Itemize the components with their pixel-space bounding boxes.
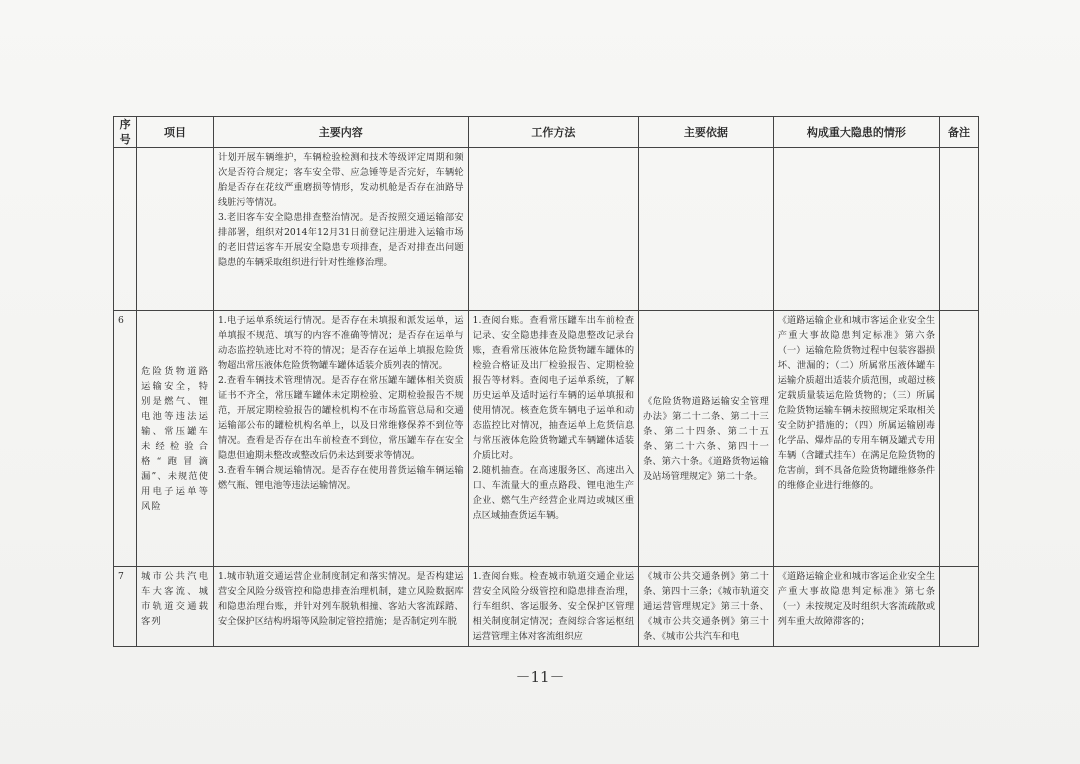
row-basis: 《危险货物道路运输安全管理办法》第二十二条、第二十三条、第二十四条、第二十五条、第二十六条、第四十一条、第六十条。《道路货物运输及站场管理规定》第二十条。 (639, 311, 774, 567)
row-method (468, 148, 638, 311)
table-header-row (114, 117, 979, 148)
row-content: 1.城市轨道交通运营企业制度制定和落实情况。是否构建运营安全风险分级管控和隐患排查治理机制，建立风险数据库和隐患治理台账，并针对列车脱轨相撞、客站大客流踩踏、安全保护区结构坍塌等风险制定管控措施；是否制定列车脱 (213, 567, 468, 647)
header-content: 主要内容 (213, 117, 468, 148)
row-hazard: 《道路运输企业和城市客运企业安全生产重大事故隐患判定标准》第七条（一）未按规定及时组织大客流疏散或列车重大故障滞客的； (773, 567, 939, 647)
row-number (114, 148, 137, 311)
row-item: 危险货物道路运输安全，特别是燃气、锂电池等违法运输、常压罐车未经检验合格“跑冒滴漏”、未规范使用电子运单等风险 (137, 311, 214, 567)
row-basis: 《城市公共交通条例》第二十条、第四十三条；《城市轨道交通运营管理规定》第三十条、《城市公共交通条例》第三十条、《城市公共汽车和电 (639, 567, 774, 647)
row-number: 6 (114, 311, 137, 567)
header-method: 工作方法 (468, 117, 638, 148)
row-hazard (773, 148, 939, 311)
row-basis (639, 148, 774, 311)
row-item (137, 148, 214, 311)
table-row (114, 311, 979, 567)
header-item: 项目 (137, 117, 214, 148)
inspection-table (113, 116, 979, 647)
row-remark (940, 148, 979, 311)
row-item: 城市公共汽电车大客流、城市轨道交通载客列 (137, 567, 214, 647)
row-content: 计划开展车辆维护，车辆检验检测和技术等级评定周期和频次是否符合规定；客车安全带、应急锤等是否完好，车辆轮胎是否存在花纹严重磨损等情形，发动机舱是否存在油路导线脏污等情况。 3.老旧客车安全隐患排查整治情况。是否按照交通运输部安排部署，组织对2014年12月31日前登记注册进入运输市场的老旧营运客车开展安全隐患专项排查，是否对排查出问题隐患的车辆采取组织进行针对性维修治理。 (213, 148, 468, 311)
table-row (114, 567, 979, 647)
row-remark (940, 567, 979, 647)
row-hazard: 《道路运输企业和城市客运企业安全生产重大事故隐患判定标准》第六条（一）运输危险货物过程中包装容器损坏、泄漏的；（二）所属常压液体罐车运输介质超出适装介质范围，或超过核定载质量装运危险货物的；（三）所属危险货物运输车辆未按照规定采取相关安全防护措施的；（四）所属运输剧毒化学品、爆炸品的专用车辆及罐式专用车辆（含罐式挂车）在满足危险货物的危害前，到不具备危险货物罐维修条件的维修企业进行维修的。 (773, 311, 939, 567)
row-method: 1.查阅台账。检查城市轨道交通企业运营安全风险分级管控和隐患排查治理，行车组织、客运服务、安全保护区管理相关制度制定情况；查阅综合客运枢纽运营管理主体对客流组织应 (468, 567, 638, 647)
row-content: 1.电子运单系统运行情况。是否存在未填报和派发运单，运单填报不规范、填写的内容不准确等情况；是否存在运单与动态监控轨迹比对不符的情况；是否存在运单上填报危险货物超出常压液体危险货物罐车罐体适装介质列表的情况。 2.查看车辆技术管理情况。是否存在常压罐车罐体相关资质证书不齐全，常压罐车罐体未定期检验、定期检验报告不规范，开展定期检验报告的罐检机构不在市场监管总局和交通运输部公布的罐检机构名单上，以及日常维修保养不到位等情况。查看是否存在出车前检查不到位，常压罐车存在安全隐患但逾期未整改或整改后仍未达到要求等情况。 3.查看车辆合规运输情况。是否存在使用普货运输车辆运输燃气瓶、锂电池等违法运输情况。 (213, 311, 468, 567)
header-hazard: 构成重大隐患的情形 (773, 117, 939, 148)
header-remark: 备注 (940, 117, 979, 148)
page-number: －11－ (515, 668, 565, 686)
header-basis: 主要依据 (639, 117, 774, 148)
header-seq: 序号 (114, 117, 137, 148)
row-remark (940, 311, 979, 567)
row-number: 7 (114, 567, 137, 647)
table-row (114, 148, 979, 311)
row-method: 1.查阅台账。查看常压罐车出车前检查记录、安全隐患排查及隐患整改记录台账，查看常压液体危险货物罐车罐体的检验合格证及出厂检验报告、定期检验报告等材料。查阅电子运单系统，了解历史运单及适时运行车辆的运单填报和使用情况。核查危货车辆电子运单和动态监控比对情况，抽查运单上危货信息与常压液体危险货物罐式车辆罐体适装介质比对。 2.随机抽查。在高速服务区、高速出入口、车流量大的重点路段、锂电池生产企业、燃气生产经营企业周边或城区重点区域抽查货运车辆。 (468, 311, 638, 567)
